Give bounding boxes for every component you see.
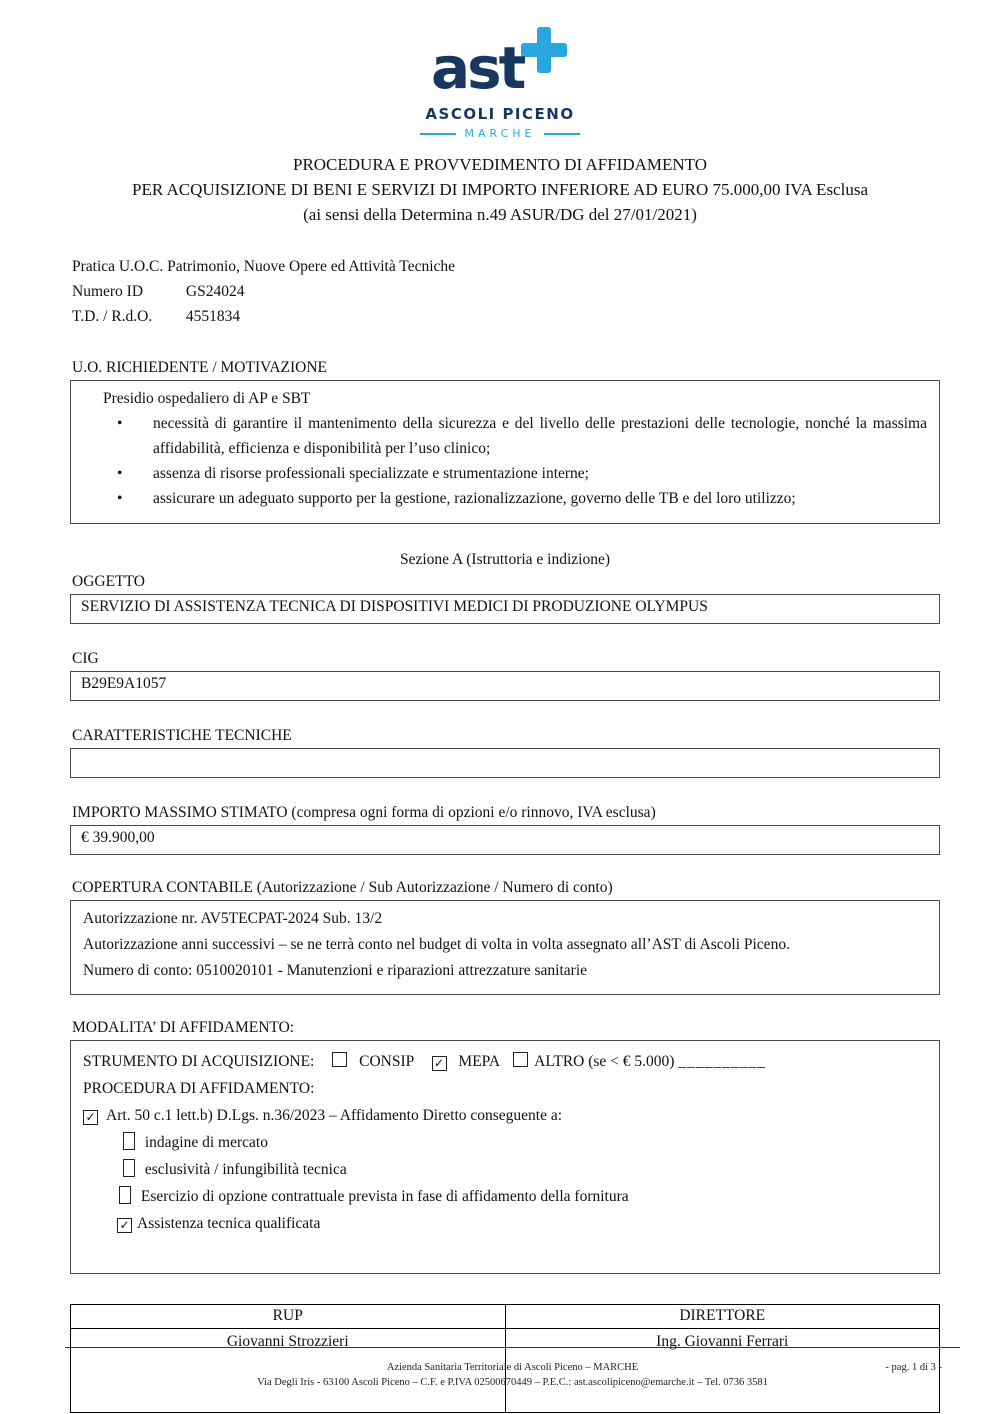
sub-option-item [117, 1210, 927, 1237]
uo-intro: Presidio ospedaliero di AP e SBT [103, 390, 311, 407]
oggetto-box: SERVIZIO DI ASSISTENZA TECNICA DI DISPOSITIVI MEDICI DI PRODUZIONE OLYMPUS [70, 594, 940, 624]
numero-id-label: Numero ID [72, 283, 144, 300]
uo-bullet-item: • necessità di garantire il mantenimento della sicurezza e del livello delle prestazioni delle tecnologie, nonché la massima affidabilità, efficienza e disponibilità per l’uso clinico; [83, 411, 927, 461]
modalita-box [70, 1040, 940, 1274]
footer-org-lines [105, 1360, 920, 1390]
rup-name: Giovanni Strozzieri [71, 1329, 506, 1413]
logo-wordmark: ast [431, 34, 524, 98]
option-consip-label: CONSIP [359, 1053, 414, 1070]
sub-option-label: indagine di mercato [144, 1134, 268, 1151]
uo-bullet-list [83, 411, 927, 511]
td-rdo-label: T.D. / R.d.O. [72, 308, 153, 325]
checkbox-indagine[interactable] [123, 1132, 135, 1150]
checkbox-esercizio[interactable] [119, 1186, 131, 1204]
procedura-label: PROCEDURA DI AFFIDAMENTO: [83, 1080, 315, 1097]
logo-region-label: MARCHE [464, 127, 536, 140]
copertura-label: COPERTURA CONTABILE (Autorizzazione / Sub Autorizzazione / Numero di conto) [72, 879, 613, 896]
title-line-2: PER ACQUISIZIONE DI BENI E SERVIZI DI IMPORTO INFERIORE AD EURO 75.000,00 IVA Esclusa [131, 180, 868, 199]
page-footer [65, 1347, 960, 1390]
page-number: - pag. 1 di 3 - [885, 1362, 942, 1373]
art-line-label: Art. 50 c.1 lett.b) D.Lgs. n.36/2023 – Affidamento Diretto conseguente a: [106, 1107, 563, 1124]
uo-motivation-box [70, 380, 940, 524]
logo-rule-right [544, 133, 580, 135]
sub-option-label: esclusività / infungibilità tecnica [144, 1161, 347, 1178]
checkbox-esclusivita[interactable] [123, 1159, 135, 1177]
footer-line-2: Via Degli Iris - 63100 Ascoli Piceno – C.F. e P.IVA 02500670449 – P.E.C.: ast.ascolipiceno@emarche.it – Tel. 0736 3581 [257, 1377, 768, 1388]
footer-line-1: Azienda Sanitaria Territoriale di Ascoli Piceno – MARCHE [386, 1362, 639, 1373]
checkbox-altro[interactable] [513, 1052, 528, 1067]
checkbox-consip[interactable] [332, 1052, 347, 1067]
direttore-name: Ing. Giovanni Ferrari [505, 1329, 940, 1413]
td-rdo-line [72, 304, 940, 329]
checkbox-art50[interactable]: ✓ [83, 1110, 98, 1125]
altro-blank-line[interactable]: __________ [678, 1053, 766, 1070]
pratica-line: Pratica U.O.C. Patrimonio, Nuove Opere ed Attività Tecniche [72, 258, 456, 275]
sub-option-item [123, 1129, 927, 1156]
document-title [0, 152, 1000, 227]
modalita-label: MODALITA’ DI AFFIDAMENTO: [72, 1019, 295, 1036]
direttore-header: DIRETTORE [505, 1305, 940, 1329]
art-line [83, 1102, 927, 1129]
numero-id-line [72, 279, 940, 304]
uo-bullet-item: • assenza di risorse professionali specializzate e strumentazione interne; [83, 461, 927, 486]
uo-bullet-item: • assicurare un adeguato supporto per la gestione, razionalizzazione, governo delle TB e del loro utilizzo; [83, 486, 927, 511]
option-mepa-label: MEPA [458, 1053, 500, 1070]
oggetto-label: OGGETTO [72, 573, 145, 590]
option-altro [513, 1053, 766, 1070]
uo-section-label: U.O. RICHIEDENTE / MOTIVAZIONE [72, 359, 328, 376]
checkbox-mepa[interactable]: ✓ [432, 1056, 447, 1071]
copertura-line: Autorizzazione nr. AV5TECPAT-2024 Sub. 13/2 [83, 910, 383, 927]
td-rdo-value: 4551834 [185, 308, 241, 325]
sub-option-label: Esercizio di opzione contrattuale prevista in fase di affidamento della fornitura [140, 1188, 629, 1205]
copertura-line: Autorizzazione anni successivi – se ne terrà conto nel budget di volta in volta assegnato all’AST di Ascoli Piceno. [83, 936, 790, 953]
checkbox-assistenza[interactable]: ✓ [117, 1218, 132, 1233]
sub-option-item [123, 1156, 927, 1183]
numero-id-value: GS24024 [185, 283, 245, 300]
affidamento-sub-options [83, 1129, 927, 1237]
sezione-a-heading: Sezione A (Istruttoria e indizione) [399, 551, 611, 568]
importo-label: IMPORTO MASSIMO STIMATO (compresa ogni forma di opzioni e/o rinnovo, IVA esclusa) [72, 804, 656, 821]
importo-box: € 39.900,00 [70, 825, 940, 855]
option-consip [332, 1053, 417, 1070]
cig-box: B29E9A1057 [70, 671, 940, 701]
caratteristiche-box [70, 748, 940, 778]
logo-subtitle: ASCOLI PICENO [425, 105, 575, 123]
sub-option-item [119, 1183, 927, 1210]
ast-logo-icon [425, 26, 575, 98]
rup-header: RUP [71, 1305, 506, 1329]
strumento-label: STRUMENTO DI ACQUISIZIONE: [83, 1053, 315, 1070]
cig-label: CIG [72, 650, 99, 667]
logo-region [0, 127, 1000, 140]
option-altro-label: ALTRO (se < € 5.000) [534, 1053, 675, 1070]
signature-header-row [71, 1305, 940, 1329]
title-line-3: (ai sensi della Determina n.49 ASUR/DG del 27/01/2021) [303, 205, 697, 224]
file-info [72, 254, 940, 329]
org-logo [0, 0, 1000, 140]
logo-rule-left [420, 133, 456, 135]
caratteristiche-label: CARATTERISTICHE TECNICHE [72, 727, 292, 744]
option-mepa [432, 1053, 504, 1070]
copertura-box [70, 900, 940, 995]
title-line-1: PROCEDURA E PROVVEDIMENTO DI AFFIDAMENTO [292, 155, 708, 174]
copertura-line: Numero di conto: 0510020101 - Manutenzioni e riparazioni attrezzature sanitarie [83, 962, 587, 979]
strumento-line [83, 1048, 927, 1075]
sub-option-label: Assistenza tecnica qualificata [137, 1215, 321, 1232]
